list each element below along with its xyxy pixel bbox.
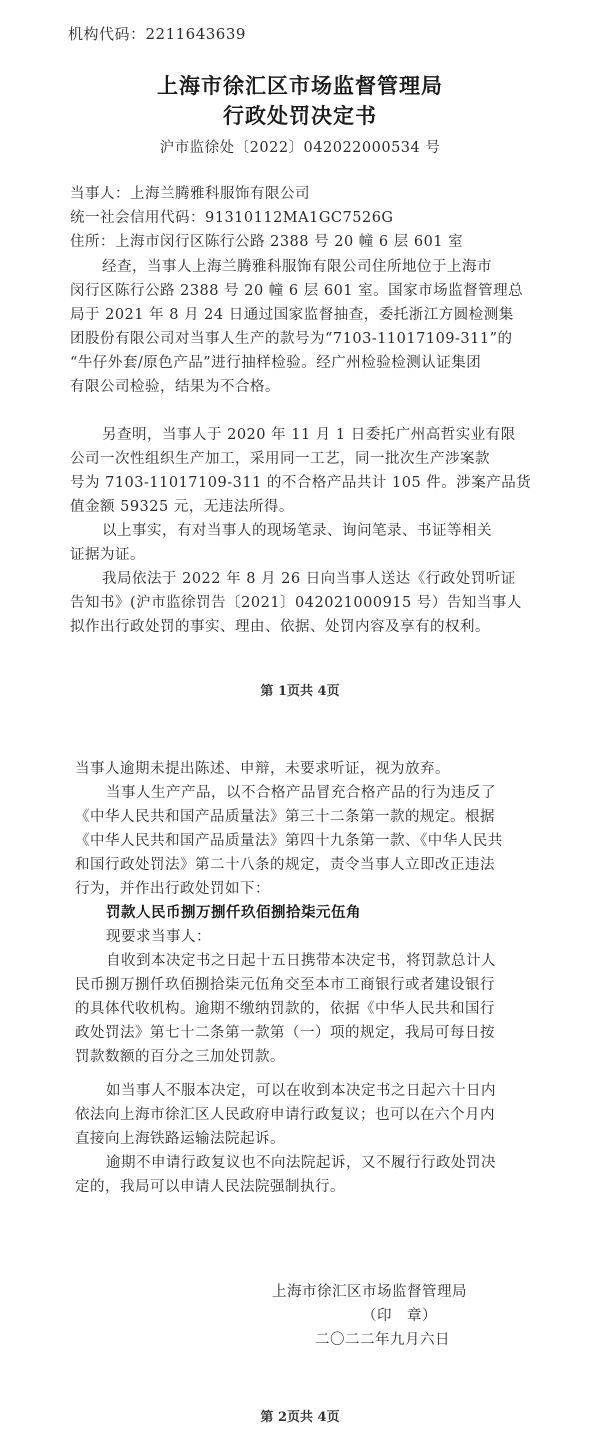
document-page-2 [0,720,600,1439]
body-line: 的具体代收机构。逾期不缴纳罚款的，依据《中华人民共和国行 [75,1001,495,1017]
body-line: 依法向上海市徐汇区人民政府申请行政复议；也可以在六个月内 [75,1107,495,1123]
body-line: 号为 7103-11017109-311 的不合格产品共计 105 件。涉案产品货 [70,475,532,491]
body-line: 团股份有限公司对当事人生产的款号为“7103-11017109-311”的 [70,331,513,347]
body-line: 经查，当事人上海兰腾雅科服饰有限公司住所地位于上海市 [102,259,492,275]
party-name: 当事人：上海兰腾雅科服饰有限公司 [70,186,310,202]
body-line: 告知书》(沪市监徐罚告〔2021〕042021000915 号）告知当事人 [70,595,522,611]
body-line: 值金额 59325 元，无违法所得。 [70,499,294,515]
body-line: 局于 2021 年 8 月 24 日通过国家监督抽查，委托浙江方圆检测集 [70,307,514,323]
body-line: 我局依法于 2022 年 8 月 26 日向当事人送达《行政处罚听证 [102,571,516,587]
body-line: 证据为证。 [70,547,145,563]
body-line: 另查明，当事人于 2020 年 11 月 1 日委托广州高哲实业有限 [102,427,516,443]
page-number-footer: 第 2页共 4页 [260,1410,340,1425]
credit-code: 统一社会信用代码：91310112MA1GC7526G [70,210,394,226]
body-line: 罚款数额的百分之三加处罚款。 [75,1049,285,1065]
body-line: 民币捌万捌仟玖佰捌拾柒元伍角交至本市工商银行或者建设银行 [75,977,495,993]
issuer-title: 上海市徐汇区市场监督管理局 [157,73,443,98]
body-line: 自收到本决定书之日起十五日携带本决定书，将罚款总计人 [106,953,496,969]
body-line: 拟作出行政处罚的事实、理由、依据、处罚内容及享有的权利。 [70,619,490,635]
document-number: 沪市监徐处〔2022〕042022000534 号 [159,140,441,156]
page-number-footer: 第 1页共 4页 [260,684,340,699]
penalty-amount: 罚款人民币捌万捌仟玖佰捌拾柒元伍角 [106,904,361,921]
body-line: 如当事人不服本决定，可以在收到本决定书之日起六十日内 [106,1083,496,1099]
org-code: 机构代码：2211643639 [68,25,246,43]
document-title: 行政处罚决定书 [223,103,377,128]
body-line: 现要求当事人： [106,929,211,945]
body-line: 当事人逾期未提出陈述、申辩，未要求听证，视为放弃。 [75,761,450,777]
issue-date: 二〇二二年九月六日 [315,1332,450,1348]
body-line: 直接向上海铁路运输法院起诉。 [75,1131,285,1147]
body-line: “牛仔外套/原色产品”进行抽样检验。经广州检验检测认证集团 [70,355,482,371]
body-line: 政处罚法》第七十二条第一款第（一）项的规定，我局可每日按 [75,1025,495,1041]
body-line: 闵行区陈行公路 2388 号 20 幢 6 层 601 室。国家市场监督管理总 [70,283,524,299]
body-line: 公司一次性组织生产加工，采用同一工艺，同一批次生产涉案款 [70,451,490,467]
body-line: 行为，并作出行政处罚如下： [75,881,270,897]
body-line: 《中华人民共和国产品质量法》第四十九条第一款、《中华人民共 [75,833,503,849]
body-line: 有限公司检验，结果为不合格。 [70,379,280,395]
signature-org: 上海市徐汇区市场监督管理局 [272,1284,467,1300]
body-line: 当事人生产产品，以不合格产品冒充合格产品的行为违反了 [106,785,496,801]
body-line: 定的，我局可以申请人民法院强制执行。 [75,1179,345,1195]
body-line: 以上事实，有对当事人的现场笔录、询问笔录、书证等相关 [102,523,492,539]
body-line: 《中华人民共和国产品质量法》第三十二条第一款的规定。根据 [75,809,495,825]
body-line: 逾期不申请行政复议也不向法院起诉，又不履行行政处罚决 [106,1155,496,1171]
seal-placeholder: （印 章） [362,1308,437,1324]
body-line: 和国行政处罚法》第二十八条的规定，责令当事人立即改正违法 [75,857,495,873]
party-address: 住所：上海市闵行区陈行公路 2388 号 20 幢 6 层 601 室 [70,234,464,250]
